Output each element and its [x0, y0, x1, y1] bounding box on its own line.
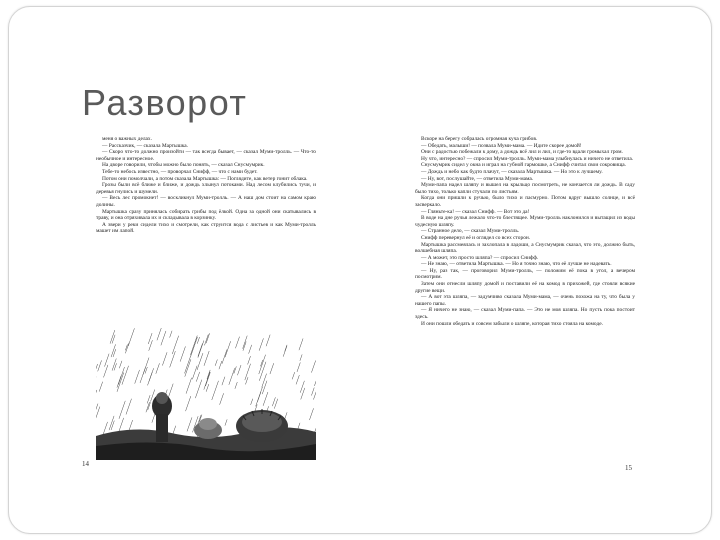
right-page-paragraph: Вскоре на берегу собралась огромная куча грибов. [421, 136, 538, 142]
right-page-paragraph: — А вот эта шляпа, — задумчиво сказала Муми-мама, — очень похожа на ту, что была у нашего папы. [415, 294, 635, 307]
rain-illustration [96, 328, 316, 460]
right-page-paragraph: Мартышка рассмеялась и захлопала в ладоши, а Снусмумрик сказал, что это, должно быть, волшебная шляпа. [415, 241, 635, 255]
right-page-paragraph: И они пошли обедать и совсем забыли о шляпе, которая тихо стояла на комоде. [421, 320, 603, 327]
right-page-paragraph: — А может, это просто шляпа? — спросил Снифф. [421, 254, 539, 261]
right-page-text [415, 136, 635, 456]
left-page-paragraph: — Рассказчик, — сказала Мартышка. [102, 142, 189, 149]
right-page-paragraph: Ну что, интересно? — спросил Муми-тролль. Муми-мама улыбнулась и ничего не ответила. [421, 155, 634, 162]
right-page-paragraph: — Ну, вот, послушайте, — ответила Муми-мама. [421, 175, 534, 182]
right-page-paragraph: — Я ничего не знаю, — сказал Муми-папа. — Это не моя шляпа. Но пусть пока постоит здесь. [415, 307, 635, 321]
book-spread [80, 128, 646, 473]
left-page-number: 14 [82, 460, 89, 468]
right-page [363, 128, 646, 473]
right-page-paragraph: Затем они отнесли шляпу домой и поставили её на комод в прихожей, где стояли всякие другие вещи. [415, 281, 635, 294]
right-page-paragraph: — Обедать, малыши! — позвала Муми-мама. — Идите скорее домой! [421, 142, 582, 149]
right-page-paragraph: — Ну, раз так, — проговорил Муми-тролль, — положим её пока в угол, а вечером посмотрим. [415, 267, 635, 281]
right-page-paragraph: — Странное дело, — сказал Муми-тролль. [421, 228, 520, 235]
right-page-paragraph: — Не знаю, — ответила Мартышка. — Но я точно знаю, что её лучше не надевать. [421, 261, 612, 268]
right-page-paragraph: Муми-папа надел шляпу и вышел на крыльцо посмотреть, не кончается ли дождь. В саду было тихо, только капли стучали по листьям. [415, 182, 635, 195]
right-page-paragraph: Когда они пришли к ручью, было тихо и пасмурно. Потом вдруг вышло солнце, и всё засверкало. [415, 195, 635, 208]
left-page-paragraph: Потом они помолчали, а потом сказала Мартышка: — Поглядите, как ветер гонит облака. [102, 175, 308, 182]
right-page-paragraph: — Гляньте-ка! — сказал Снифф. — Вот это да! [421, 208, 530, 215]
left-page-paragraph: Грозы были всё ближе и ближе, и дождь хлынул потоками. Над лесом клубились тучи, и деревья гнулись и шумели. [96, 182, 316, 195]
right-page-paragraph: Снифф перевернул её и оглядел со всех сторон. [421, 234, 531, 241]
left-page-paragraph: А звери у реки сидели тихо и смотрели, как струится вода с листьев и как Муми-тролль машет им лапой. [96, 221, 316, 235]
left-page-paragraph: На дворе говорили, чтобы можно было понять, — сказал Снусмумрик. [102, 162, 265, 169]
right-page-number: 15 [625, 464, 632, 472]
right-page-paragraph: В воде на дне ручья лежало что-то блестящее. Муми-тролль наклонился и вытащил из воды чудесную шляпу. [415, 215, 635, 228]
right-page-paragraph: Снусмумрик сидел у окна и играл на губной гармошке, а Снифф считал свои сокровища. [421, 162, 626, 169]
right-page-paragraph: — Дождь и небо как будто плачут, — сказала Мартышка. — Но это к лучшему. [421, 168, 603, 175]
left-page-paragraph: меня о важных делах. [102, 136, 152, 142]
right-page-paragraph: Они с радостью побежали к дому, а дождь всё лил и лил, и где-то вдали громыхал гром. [421, 149, 623, 156]
left-page-paragraph: Мартышка сразу принялась собирать грибы под ёлкой. Одна за одной они скатывались в траву, и она отряхивала их и складывала в корзинку. [96, 208, 316, 222]
slide-title: Разворот [82, 82, 248, 124]
left-page-paragraph: Тебе-то небось известно, — проворчал Снифф, — что с нами будет. [102, 168, 258, 175]
left-page-text [96, 136, 316, 235]
left-page-paragraph: — Скоро что-то должно произойти — так всегда бывает, — сказал Муми-тролль. — Что-то необычное и интересное. [96, 149, 316, 162]
left-page-paragraph: — Весь лес промокнет! — воскликнул Муми-тролль. — А наш дом стоит на самом краю долины. [96, 195, 316, 208]
left-page [80, 128, 363, 473]
